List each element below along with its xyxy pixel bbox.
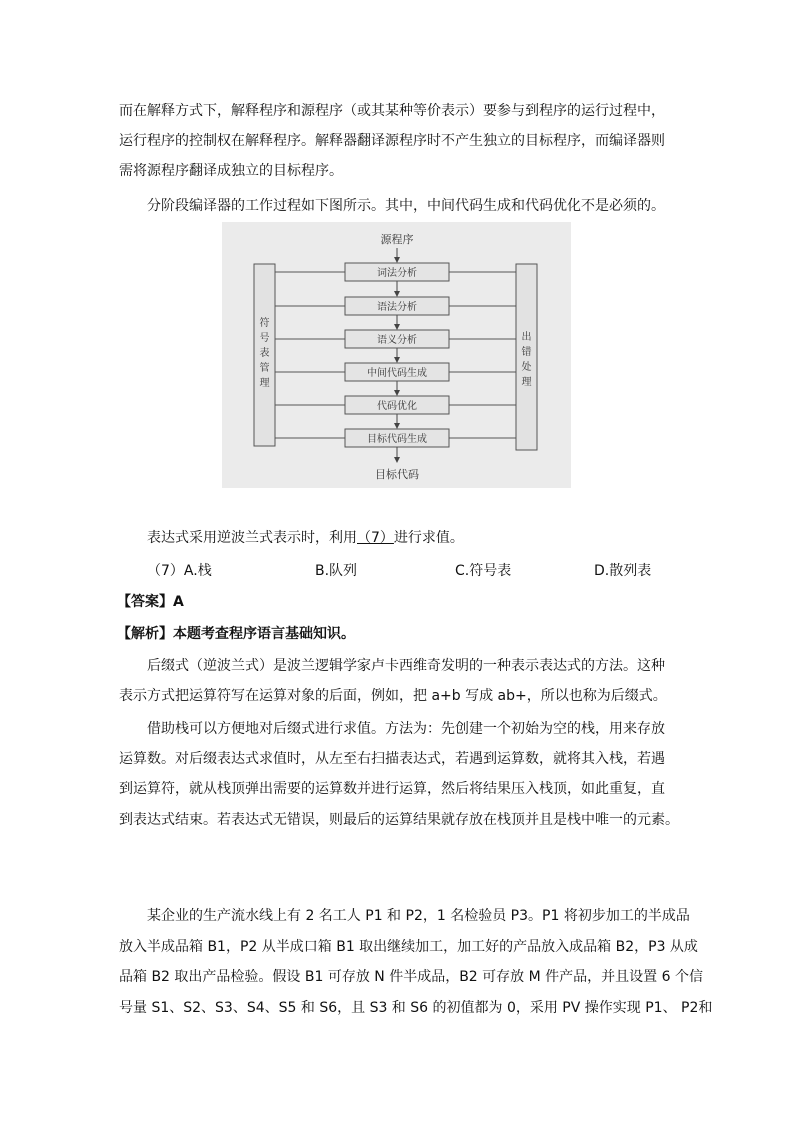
svg-text:语义分析: 语义分析 bbox=[377, 335, 417, 346]
stage-lexical bbox=[345, 263, 449, 281]
stage-intermediate-code bbox=[345, 363, 449, 381]
svg-text:词法分析: 词法分析 bbox=[377, 268, 417, 279]
stage-optimization bbox=[345, 396, 449, 414]
svg-text:目标代码生成: 目标代码生成 bbox=[367, 434, 427, 445]
svg-text:符: 符 bbox=[259, 318, 270, 329]
svg-text:错: 错 bbox=[521, 347, 532, 358]
analysis-label: 【解析】 bbox=[117, 626, 173, 642]
next-question-line-1: 某企业的生产流水线上有 2 名工人 P1 和 P2，1 名检验员 P3。P1 将初步加工的半成品 bbox=[147, 908, 690, 924]
option-b: B.队列 bbox=[315, 563, 358, 579]
answer-label: 【答案】 bbox=[117, 594, 173, 610]
analysis-heading bbox=[117, 624, 355, 644]
svg-text:理: 理 bbox=[521, 377, 532, 388]
intro-line-3: 需将源程序翻译成独立的目标程序。 bbox=[119, 163, 343, 179]
svg-text:号: 号 bbox=[259, 333, 270, 344]
stage-syntax bbox=[345, 297, 449, 315]
source-label: 源程序 bbox=[380, 233, 414, 246]
next-question-line-4: 号量 S1、S2、S3、S4、S5 和 S6，且 S3 和 S6 的初值都为 0，采用 PV 操作实现 P1、 P2和 bbox=[119, 1000, 713, 1016]
answer-line bbox=[117, 592, 184, 612]
next-question-line-2: 放入半成品箱 B1，P2 从半成口箱 B1 取出继续加工，加工好的产品放入成品箱 B2，P3 从成 bbox=[119, 939, 698, 955]
symbol-table-label bbox=[260, 317, 270, 389]
analysis-p1-line-1: 后缀式（逆波兰式）是波兰逻辑学家卢卡西维奇发明的一种表示表达式的方法。这种 bbox=[147, 658, 665, 674]
svg-text:管: 管 bbox=[259, 363, 270, 374]
svg-text:中间代码生成: 中间代码生成 bbox=[367, 368, 427, 379]
question-suffix: 进行求值。 bbox=[393, 530, 464, 546]
intro-line-4: 分阶段编译器的工作过程如下图所示。其中，中间代码生成和代码优化不是必须的。 bbox=[147, 198, 665, 214]
analysis-p2-line-2: 运算数。对后缀表达式求值时，从左至右扫描表达式，若遇到运算数，就将其入栈，若遇 bbox=[119, 751, 665, 767]
svg-text:理: 理 bbox=[259, 378, 270, 389]
intro-line-2: 运行程序的控制权在解释程序。解释器翻译源程序时不产生独立的目标程序，而编译器则 bbox=[119, 133, 665, 149]
option-a: （7）A.栈 bbox=[147, 563, 212, 579]
analysis-title: 本题考查程序语言基础知识。 bbox=[173, 626, 355, 642]
intro-line-1: 而在解释方式下，解释程序和源程序（或其某种等价表示）要参与到程序的运行过程中， bbox=[119, 103, 665, 119]
analysis-p2-line-4: 到表达式结束。若表达式无错误，则最后的运算结果就存放在栈顶并且是栈中唯一的元素。 bbox=[119, 812, 679, 828]
svg-text:代码优化: 代码优化 bbox=[377, 401, 417, 412]
question-prefix: 表达式采用逆波兰式表示时，利用 bbox=[147, 530, 357, 546]
option-c: C.符号表 bbox=[455, 563, 512, 579]
svg-text:语法分析: 语法分析 bbox=[377, 302, 417, 313]
question-stem bbox=[147, 528, 464, 548]
analysis-p2-line-3: 到运算符，就从栈顶弹出需要的运算数并进行运算，然后将结果压入栈顶，如此重复，直 bbox=[119, 781, 665, 797]
svg-text:出: 出 bbox=[521, 332, 532, 343]
stage-semantic bbox=[345, 330, 449, 348]
svg-text:表: 表 bbox=[259, 348, 270, 359]
target-label: 目标代码 bbox=[375, 468, 419, 481]
question-blank: （7） bbox=[357, 530, 394, 546]
analysis-p1-line-2: 表示方式把运算符写在运算对象的后面，例如，把 a+b 写成 ab+，所以也称为后缀式。 bbox=[119, 688, 667, 704]
analysis-p2-line-1: 借助栈可以方便地对后缀式进行求值。方法为：先创建一个初始为空的栈，用来存放 bbox=[147, 721, 665, 737]
compiler-stages-diagram bbox=[222, 222, 571, 488]
answer-value: A bbox=[173, 594, 184, 610]
stage-target-code bbox=[345, 429, 449, 447]
svg-text:处: 处 bbox=[521, 362, 532, 373]
next-question-line-3: 品箱 B2 取出产品检验。假设 B1 可存放 N 件半成品，B2 可存放 M 件产品，并且设置 6 个信 bbox=[119, 969, 703, 985]
option-d: D.散列表 bbox=[594, 563, 652, 579]
